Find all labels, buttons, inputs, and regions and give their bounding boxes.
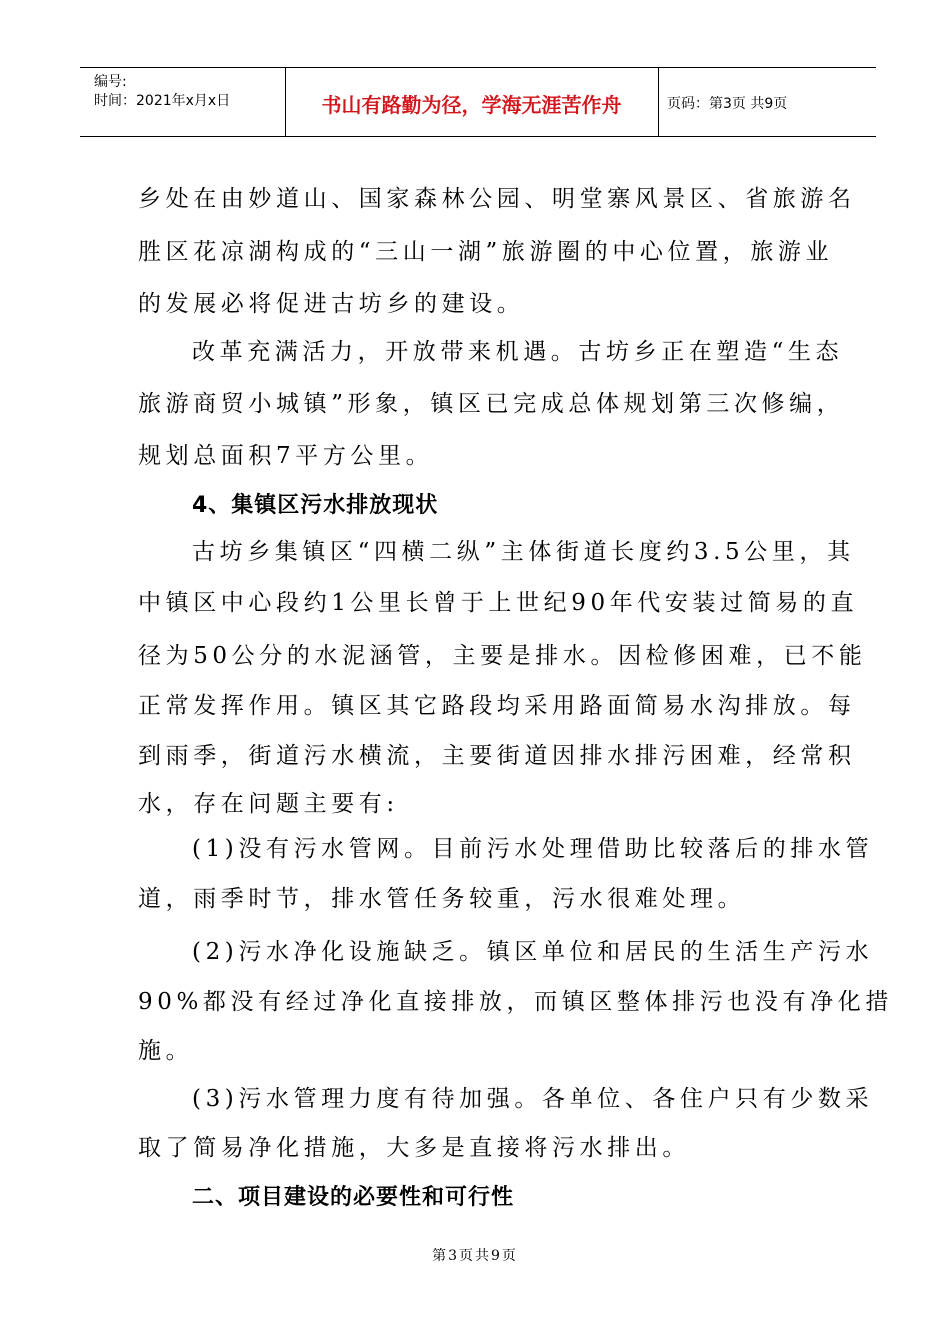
paragraph-line: 的发展必将促进古坊乡的建设。 [138,291,525,317]
paragraph-line: 径为50公分的水泥涵管，主要是排水。因检修困难，已不能 [138,643,867,669]
document-header [80,67,876,137]
header-divider-right [658,67,659,137]
paragraph-line: 取了简易净化措施，大多是直接将污水排出。 [138,1135,690,1161]
paragraph-line: (2)污水净化设施缺乏。镇区单位和居民的生活生产污水 [192,939,874,965]
paragraph-line: 改革充满活力，开放带来机遇。古坊乡正在塑造“生态 [192,339,844,365]
paragraph-line: 到雨季，街道污水横流，主要街道因排水排污困难，经常积 [138,743,856,769]
paragraph-line: 胜区花凉湖构成的“三山一湖”旅游圈的中心位置，旅游业 [138,239,834,265]
section-heading: 4、集镇区污水排放现状 [192,493,439,518]
paragraph-line: 正常发挥作用。镇区其它路段均采用路面简易水沟排放。每 [138,693,856,719]
paragraph-line: 水，存在问题主要有: [138,791,399,817]
paragraph-line: 旅游商贸小城镇”形象，镇区已完成总体规划第三次修编， [138,391,845,417]
page-footer: 第3页共9页 [432,1248,518,1264]
paragraph-line: (1)没有污水管网。目前污水处理借助比较落后的排水管 [192,836,874,862]
paragraph-line: (3)污水管理力度有待加强。各单位、各住户只有少数采 [192,1086,874,1112]
paragraph-line: 乡处在由妙道山、国家森林公园、明堂寨风景区、省旅游名 [138,186,856,212]
header-top-rule [80,67,876,68]
header-meta [94,73,230,111]
header-motto: 书山有路勤为径，学海无涯苦作舟 [321,93,622,117]
paragraph-line: 规划总面积7平方公里。 [138,443,434,469]
paragraph-line: 古坊乡集镇区“四横二纵”主体街道长度约3.5公里，其 [192,539,855,565]
header-page-info: 页码：第3页 共9页 [667,96,788,112]
paragraph-line: 中镇区中心段约1公里长曾于上世纪90年代安装过简易的直 [138,590,859,616]
section-heading: 二、项目建设的必要性和可行性 [192,1185,515,1210]
paragraph-line: 道，雨季时节，排水管任务较重，污水很难处理。 [138,886,746,912]
header-number-label: 编号: [94,74,127,90]
paragraph-line: 90%都没有经过净化直接排放，而镇区整体排污也没有净化措 [138,989,893,1015]
header-bottom-rule [80,136,876,137]
paragraph-line: 施。 [138,1038,194,1064]
header-time-label: 时间：2021年x月x日 [94,93,231,109]
